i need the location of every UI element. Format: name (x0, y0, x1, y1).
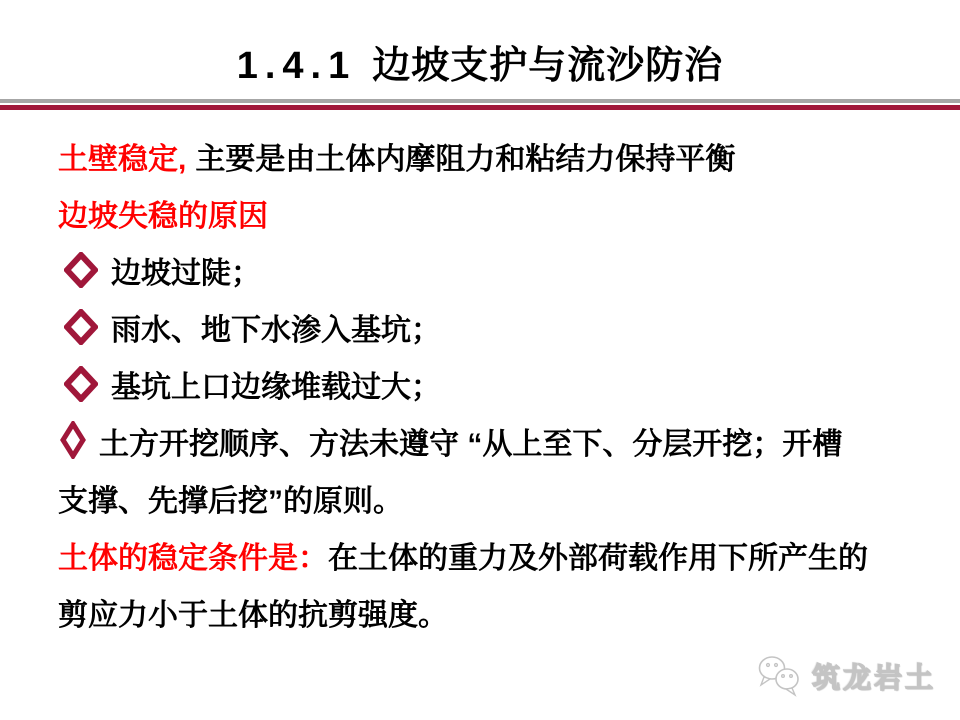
bullet-item-3 (58, 359, 932, 416)
slide-body (58, 131, 932, 644)
diamond-bullet-icon (60, 421, 86, 459)
bullet-item-4 (58, 416, 932, 530)
diamond-bullet-icon (64, 366, 98, 402)
diamond-bullet-icon (64, 309, 98, 345)
wechat-chat-bubbles-icon (755, 654, 803, 698)
intro-rest-text: 主要是由土体内摩阻力和粘结力保持平衡 (195, 143, 736, 176)
bullet-text-line2: 支撑、先撑后挖”的原则。 (58, 485, 403, 518)
intro-paragraph (58, 131, 932, 188)
bullet-item-2 (58, 302, 932, 359)
title-divider-gray-line (0, 99, 960, 103)
intro-lead-text: 土壁稳定, (58, 143, 187, 176)
section-heading: 边坡失稳的原因 (58, 200, 268, 233)
title-text: 边坡支护与流沙防治 (372, 45, 724, 87)
title-divider-maroon-line (0, 105, 960, 110)
bullet-text: 雨水、地下水渗入基坑； (111, 314, 441, 347)
page-title (0, 0, 960, 89)
conclusion-lead-text: 土体的稳定条件是： (58, 542, 328, 575)
diamond-bullet-icon (64, 252, 98, 288)
title-section-number: 1.4.1 (236, 45, 357, 87)
conclusion-text-line1: 在土体的重力及外部荷载作用下所产生的 (328, 542, 868, 575)
bullet-text: 基坑上口边缘堆载过大； (111, 371, 441, 404)
conclusion-text-line2: 剪应力小于土体的抗剪强度。 (58, 599, 448, 632)
bullet-text-line1: 土方开挖顺序、方法未遵守 “从上至下、分层开挖；开槽 (99, 428, 843, 461)
bullet-item-1 (58, 245, 932, 302)
watermark (755, 654, 936, 698)
bullet-text: 边坡过陡； (111, 257, 261, 290)
watermark-label: 筑龙岩土 (811, 662, 936, 693)
conclusion-paragraph (58, 530, 932, 644)
